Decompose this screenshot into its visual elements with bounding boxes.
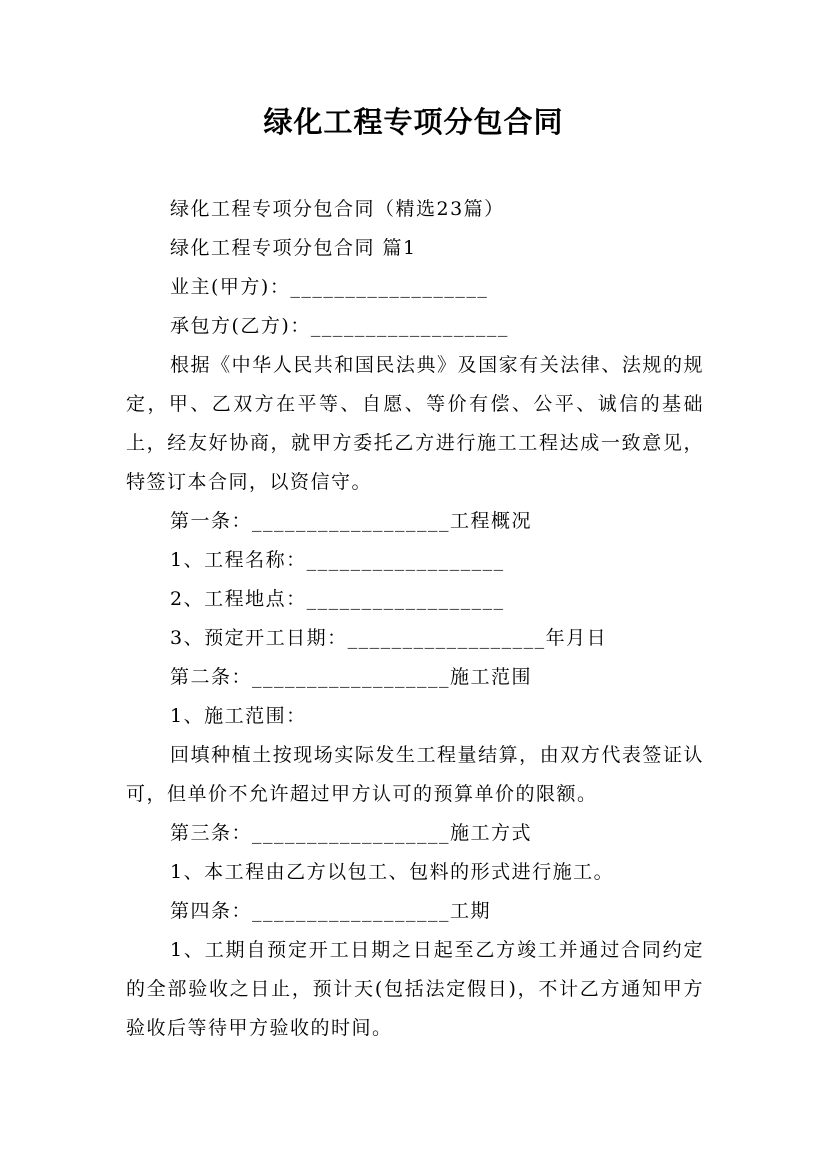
document-title: 绿化工程专项分包合同 — [263, 105, 564, 139]
section-heading: 绿化工程专项分包合同 篇1 — [170, 237, 417, 259]
project-name-line: 1、工程名称：__________________ — [170, 549, 505, 571]
article-1-heading: 第一条：__________________工程概况 — [170, 510, 533, 532]
duration-paragraph: 1、工期自预定开工日期之日起至乙方竣工并通过合同约定的全部验收之日止，预计天(包括法定假日)，不计乙方通知甲方验收后等待甲方验收的时间。 — [126, 939, 704, 1039]
scope-paragraph: 回填种植土按现场实际发生工程量结算，由双方代表签证认可，但单价不允许超过甲方认可的预算单价的限额。 — [126, 744, 704, 805]
scope-line: 1、施工范围： — [170, 705, 307, 727]
article-3-heading: 第三条：__________________施工方式 — [170, 822, 533, 844]
subtitle-paragraph: 绿化工程专项分包合同（精选23篇） — [170, 198, 505, 220]
party-a-line: 业主(甲方)：__________________ — [170, 276, 489, 298]
article-2-heading: 第二条：__________________施工范围 — [170, 666, 533, 688]
article-4-heading: 第四条：__________________工期 — [170, 900, 492, 922]
document-body — [126, 190, 704, 1048]
project-location-line: 2、工程地点：__________________ — [170, 588, 505, 610]
preamble-paragraph: 根据《中华人民共和国民法典》及国家有关法律、法规的规定，甲、乙双方在平等、自愿、等价有偿、公平、诚信的基础上，经友好协商，就甲方委托乙方进行施工工程达成一致意见，特签订本合同，以资信守。 — [126, 354, 704, 493]
method-line: 1、本工程由乙方以包工、包料的形式进行施工。 — [170, 861, 615, 883]
party-b-line: 承包方(乙方)：__________________ — [170, 315, 509, 337]
start-date-line: 3、预定开工日期：__________________年月日 — [170, 627, 608, 649]
